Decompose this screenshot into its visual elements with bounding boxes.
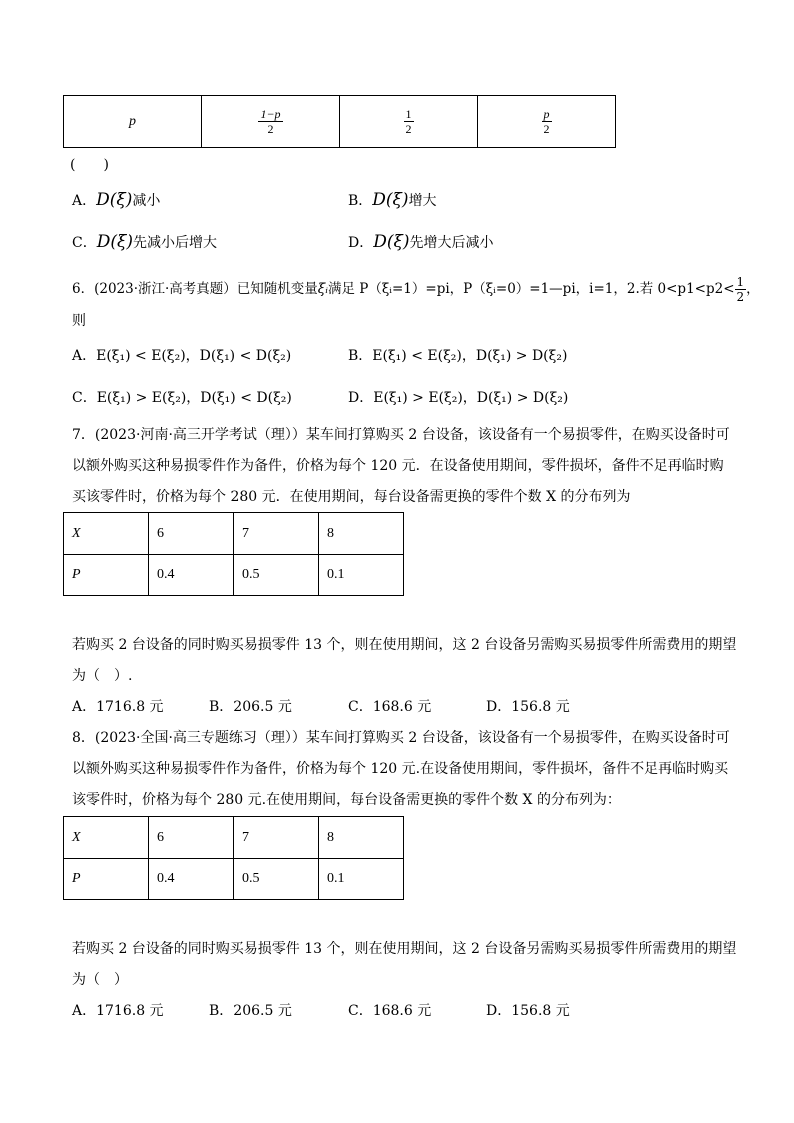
q7-distribution-table xyxy=(63,512,404,596)
q8-question-line1: 若购买 2 台设备的同时购买易损零件 13 个，则在使用期间，这 2 台设备另需购买易损零件所需费用的期望 xyxy=(72,941,737,957)
table-cell: 7 xyxy=(234,817,319,859)
table-cell: X xyxy=(64,817,149,859)
q5-option-c: C．D(ξ)先减小后增大 xyxy=(72,232,217,252)
q8-option-a: A．1716.8 元 xyxy=(72,1003,164,1019)
q7-question-line2: 为（ ）. xyxy=(72,668,133,684)
answer-paren: ( ) xyxy=(70,157,109,173)
table-row xyxy=(64,96,616,148)
table-cell: P xyxy=(64,859,149,900)
q5-option-d: D．D(ξ)先增大后减小 xyxy=(348,232,494,252)
q7-stem-line2: 以额外购买这种易损零件作为备件，价格为每个 120 元．在设备使用期间，零件损坏，备件不足再临时购 xyxy=(72,458,724,474)
table-cell: 0.1 xyxy=(319,555,404,596)
fraction: $\frac{1-p}{2}$ xyxy=(260,107,281,136)
q7-option-c: C．168.6 元 xyxy=(348,699,432,715)
q8-option-b: B．206.5 元 xyxy=(209,1003,292,1019)
q7-option-a: A．1716.8 元 xyxy=(72,699,164,715)
q7-stem-line3: 买该零件时，价格为每个 280 元．在使用期间，每台设备需更换的零件个数 X 的分布列为 xyxy=(72,489,631,505)
table-cell: P xyxy=(64,555,149,596)
table-cell: 0.4 xyxy=(149,555,234,596)
q6-option-a: A．E(ξ₁) < E(ξ₂)，D(ξ₁) < D(ξ₂) xyxy=(72,348,292,364)
table-row xyxy=(64,817,404,859)
q7-question-line1: 若购买 2 台设备的同时购买易损零件 13 个，则在使用期间，这 2 台设备另需购买易损零件所需费用的期望 xyxy=(72,637,737,653)
q8-option-c: C．168.6 元 xyxy=(348,1003,432,1019)
fraction: $\frac{p}{2}$ xyxy=(543,107,550,136)
table-row xyxy=(64,555,404,596)
table-cell-p: p xyxy=(64,96,202,148)
q5-option-a: A．D(ξ)减小 xyxy=(72,190,161,210)
table-cell: 7 xyxy=(234,513,319,555)
q8-question-line2: 为（ ） xyxy=(72,972,128,988)
table-cell: 8 xyxy=(319,817,404,859)
table-cell: 6 xyxy=(149,513,234,555)
table-cell-fraction xyxy=(202,96,340,148)
q6-stem-line2: 则 xyxy=(72,313,86,329)
table-row xyxy=(64,513,404,555)
top-distribution-table xyxy=(63,95,616,148)
table-cell: 0.5 xyxy=(234,859,319,900)
q8-stem-line1: 8．(2023·全国·高三专题练习（理））某车间打算购买 2 台设备，该设备有一个易损零件，在购买设备时可 xyxy=(72,730,730,746)
table-cell-fraction xyxy=(340,96,478,148)
table-cell-fraction xyxy=(478,96,616,148)
q6-option-b: B．E(ξ₁) < E(ξ₂)，D(ξ₁) > D(ξ₂) xyxy=(348,348,568,364)
fraction: $\frac{1}{2}$ xyxy=(405,107,412,136)
q8-option-d: D．156.8 元 xyxy=(486,1003,570,1019)
table-cell: 8 xyxy=(319,513,404,555)
q7-option-b: B．206.5 元 xyxy=(209,699,292,715)
q6-option-d: D．E(ξ₁) > E(ξ₂)，D(ξ₁) > D(ξ₂) xyxy=(348,390,569,406)
q7-option-d: D．156.8 元 xyxy=(486,699,570,715)
table-cell: 0.1 xyxy=(319,859,404,900)
table-cell: 0.4 xyxy=(149,859,234,900)
q8-distribution-table xyxy=(63,816,404,900)
table-cell: X xyxy=(64,513,149,555)
q6-option-c: C．E(ξ₁) > E(ξ₂)，D(ξ₁) < D(ξ₂) xyxy=(72,390,292,406)
table-row xyxy=(64,859,404,900)
q8-stem-line2: 以额外购买这种易损零件作为备件，价格为每个 120 元.在设备使用期间，零件损坏，备件不足再临时购买 xyxy=(72,761,729,777)
table-cell: 6 xyxy=(149,817,234,859)
q7-stem-line1: 7．(2023·河南·高三开学考试（理））某车间打算购买 2 台设备，该设备有一个易损零件，在购买设备时可 xyxy=(72,427,730,443)
table-cell: 0.5 xyxy=(234,555,319,596)
q6-stem: 6．(2023·浙江·高考真题）已知随机变量ξᵢ满足 P（ξᵢ=1）=pi，P（ξᵢ=0）=1—pi，i=1，2.若 0<p1<p2< $\frac{1}{2}$ ， xyxy=(72,275,760,304)
q5-option-b: B．D(ξ)增大 xyxy=(348,190,437,210)
fraction: $\frac{1}{2}$ xyxy=(736,275,745,304)
q8-stem-line3: 该零件时，价格为每个 280 元.在使用期间，每台设备需更换的零件个数 X 的分布列为： xyxy=(72,792,621,808)
